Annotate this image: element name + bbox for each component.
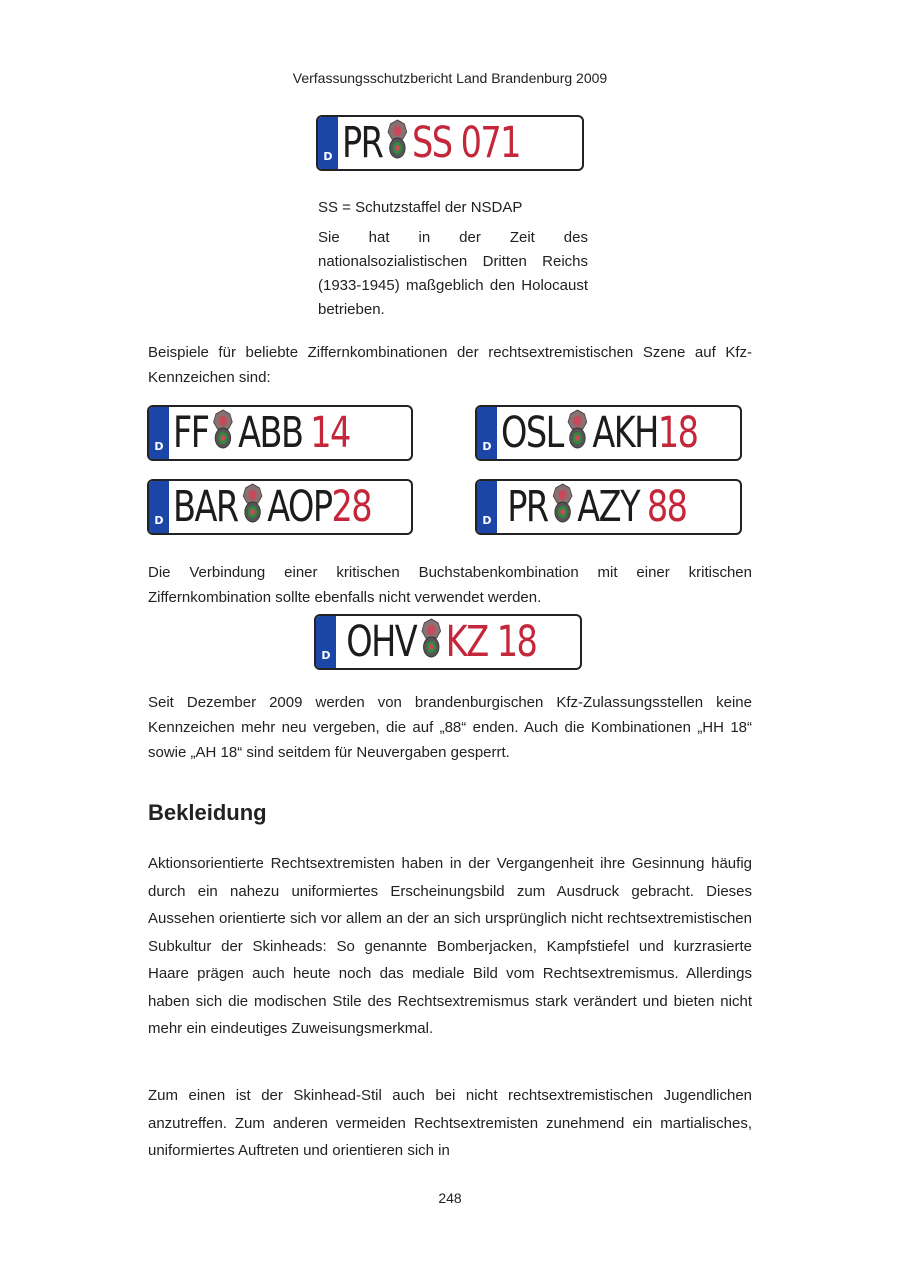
plate-id: SS 071 [412, 117, 520, 168]
eu-country-strip: D [477, 407, 497, 459]
page-header: Verfassungsschutzbericht Land Brandenburg 2009 [292, 70, 608, 86]
eu-country-strip: D [149, 407, 169, 459]
plate-letters: AOP [267, 481, 332, 532]
eu-country-strip: D [318, 117, 338, 169]
paragraph-skinhead-style: Zum einen ist der Skinhead-Stil auch bei nicht rechtsextremistischen Jugendlichen anzutreffen. Zum anderen vermeiden Rechtsextremisten zunehmend ein martialisches, uniformiertes Auftreten und orientieren sich in [148, 1087, 752, 1159]
license-plate-ohv-kz-18 [314, 614, 582, 670]
registration-seal-icon [566, 409, 589, 457]
registration-seal-icon [241, 483, 264, 531]
plate-id: KZ 18 [445, 616, 537, 667]
registration-seal-icon [419, 618, 442, 666]
license-plate-osl-akh-18 [475, 405, 742, 461]
eu-country-strip: D [477, 481, 497, 533]
plate-district: PR [507, 481, 548, 532]
plate-district: OSL [501, 407, 563, 458]
paragraph-regulation: Seit Dezember 2009 werden von brandenburgischen Kfz-Zulassungsstellen keine Kennzeichen mehr neu vergeben, die auf „88“ enden. Auch die Kombinationen „HH 18“ sowie „AH 18“ sind seitdem für Neuvergaben gesperrt. [148, 694, 752, 761]
page-number: 248 [438, 1190, 462, 1206]
plate-digits: 28 [331, 481, 372, 532]
license-plate-ff-abb-14 [147, 405, 413, 461]
eu-country-strip: D [149, 481, 169, 533]
registration-seal-icon [551, 483, 574, 531]
plate-district: OHV [346, 616, 417, 667]
section-heading: Bekleidung [148, 800, 267, 825]
paragraph-combination: Die Verbindung einer kritischen Buchstabenkombination mit einer kritischen Ziffernkombination sollte ebenfalls nicht verwendet werden. [148, 564, 752, 606]
plate-digits: 18 [657, 407, 698, 458]
caption-text: Sie hat in der Zeit des nationalsozialistischen Dritten Reichs (1933-1945) maßgeblich den Holocaust betrieben. [318, 229, 588, 318]
license-plate-bar-aop-28 [147, 479, 413, 535]
plate-digits: 14 [310, 407, 350, 458]
plate-letters: AKH [592, 407, 658, 458]
plate-district: FF [173, 407, 209, 458]
eu-country-strip: D [316, 616, 336, 668]
paragraph-intro: Beispiele für beliebte Ziffernkombinationen der rechtsextremistischen Szene auf Kfz-Kennzeichen sind: [148, 344, 752, 386]
license-plate-pr-ss-071 [316, 115, 584, 171]
plate-letters: ABB [238, 407, 303, 458]
paragraph-clothing: Aktionsorientierte Rechtsextremisten haben in der Vergangenheit ihre Gesinnung häufig durch ein nahezu uniformiertes Erscheinungsbild zum Ausdruck gebracht. Dieses Aussehen orientierte sich vor allem an der an sich ursprünglich nicht rechtsextremistischen Subkultur der Skinheads: So genannte Bomberjacken, Kampfstiefel und kurzrasierte Haare prägen auch heute noch das mediale Bild vom Rechtsextremismus. Allerdings haben sich die modischen Stile des Rechtsextremismus stark verändert und bieten nicht mehr ein eindeutiges Zuweisungsmerkmal. [148, 855, 752, 1037]
registration-seal-icon [212, 409, 235, 457]
caption-title: SS = Schutzstaffel der NSDAP [318, 199, 523, 216]
registration-seal-icon [386, 119, 409, 167]
plate-caption [318, 196, 588, 322]
plate-letters: AZY [577, 481, 640, 532]
license-plate-pr-azy-88 [475, 479, 742, 535]
plate-digits: 88 [646, 481, 687, 532]
plate-district: PR [342, 117, 383, 168]
plate-district: BAR [173, 481, 238, 532]
